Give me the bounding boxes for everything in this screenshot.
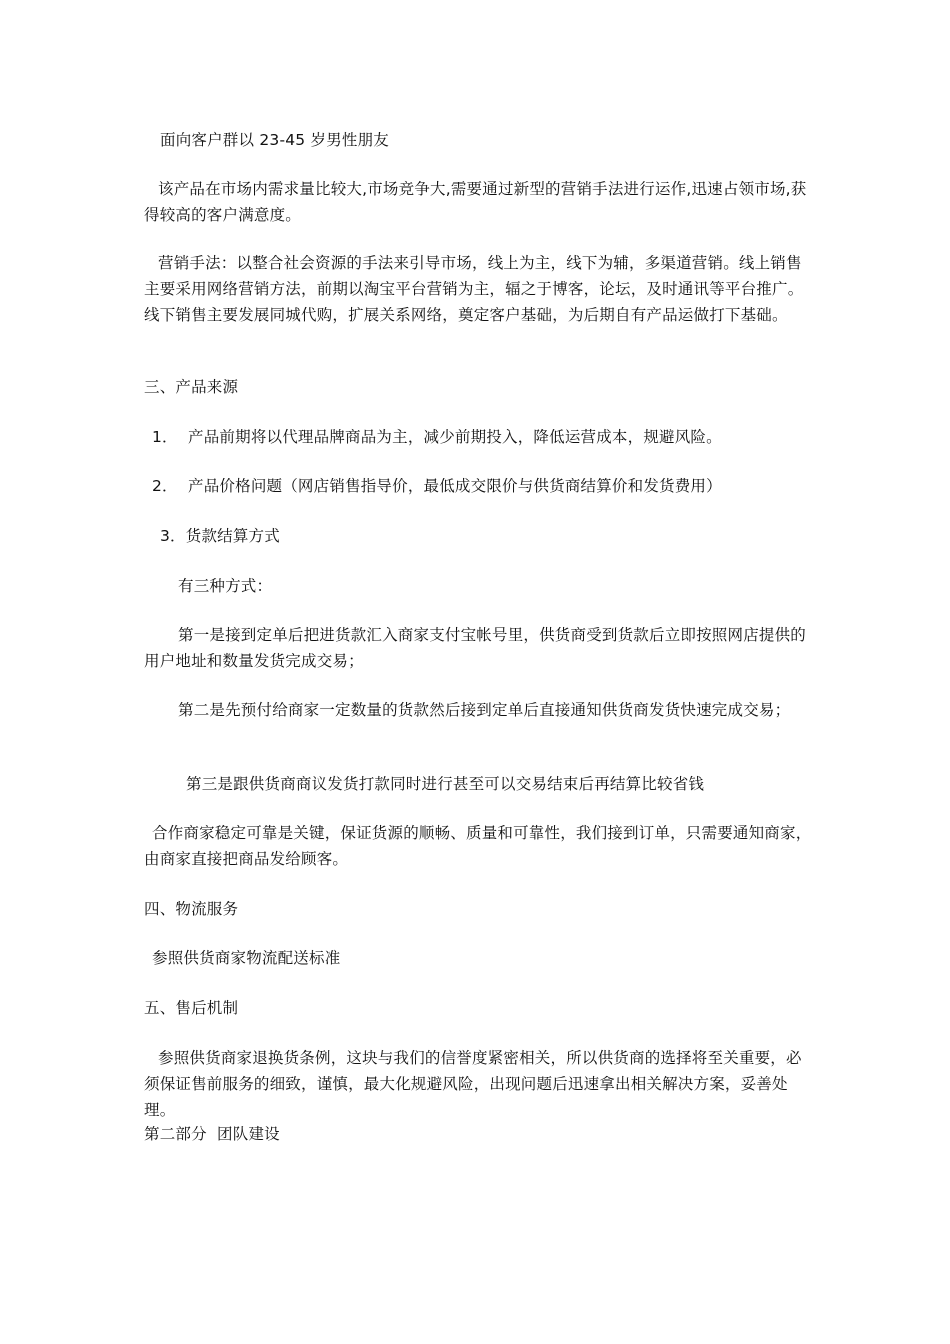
- paragraph-logistics-standard: 参照供货商家物流配送标准: [152, 949, 341, 967]
- heading-logistics: 四、物流服务: [144, 900, 239, 918]
- paragraph-target-customers: 面向客户群以 23-45 岁男性朋友: [160, 131, 389, 149]
- paragraph-method-two: 第二是先预付给商家一定数量的货款然后接到定单后直接通知供货商发货快速完成交易；: [178, 701, 791, 719]
- list-item-1: 1． 产品前期将以代理品牌商品为主，减少前期投入，降低运营成本，规避风险。: [152, 428, 722, 446]
- heading-after-sales: 五、售后机制: [144, 999, 239, 1017]
- paragraph-market-demand: 该产品在市场内需求量比较大,市场竞争大,需要通过新型的营销手法进行运作,迅速占领市场,获得较高的客户满意度。: [144, 180, 807, 224]
- paragraph-marketing-method: 营销手法：以整合社会资源的手法来引导市场，线上为主，线下为辅，多渠道营销。线上销售主要采用网络营销方法，前期以淘宝平台营销为主，辐之于博客，论坛，及时通讯等平台推广。线下销售主要发展同城代购，扩展关系网络，奠定客户基础，为后期自有产品运做打下基础。: [144, 254, 804, 324]
- list-item-3: 3．货款结算方式: [160, 527, 280, 545]
- paragraph-partner-reliability: 合作商家稳定可靠是关键，保证货源的顺畅、质量和可靠性，我们接到订单，只需要通知商家，由商家直接把商品发给顾客。: [144, 824, 812, 868]
- paragraph-three-methods: 有三种方式：: [178, 577, 273, 595]
- paragraph-method-one: 第一是接到定单后把进货款汇入商家支付宝帐号里，供货商受到货款后立即按照网店提供的用户地址和数量发货完成交易；: [144, 626, 807, 670]
- paragraph-return-policy: 参照供货商家退换货条例，这块与我们的信誉度紧密相关，所以供货商的选择将至关重要，必须保证售前服务的细致，谨慎，最大化规避风险，出现问题后迅速拿出相关解决方案，妥善处理。: [144, 1049, 802, 1119]
- list-item-2: 2． 产品价格问题（网店销售指导价，最低成交限价与供货商结算价和发货费用）: [152, 477, 722, 495]
- heading-part-two-team: 第二部分 团队建设: [144, 1125, 280, 1143]
- paragraph-method-three: 第三是跟供货商商议发货打款同时进行甚至可以交易结束后再结算比较省钱: [186, 775, 705, 793]
- heading-product-source: 三、产品来源: [144, 378, 239, 396]
